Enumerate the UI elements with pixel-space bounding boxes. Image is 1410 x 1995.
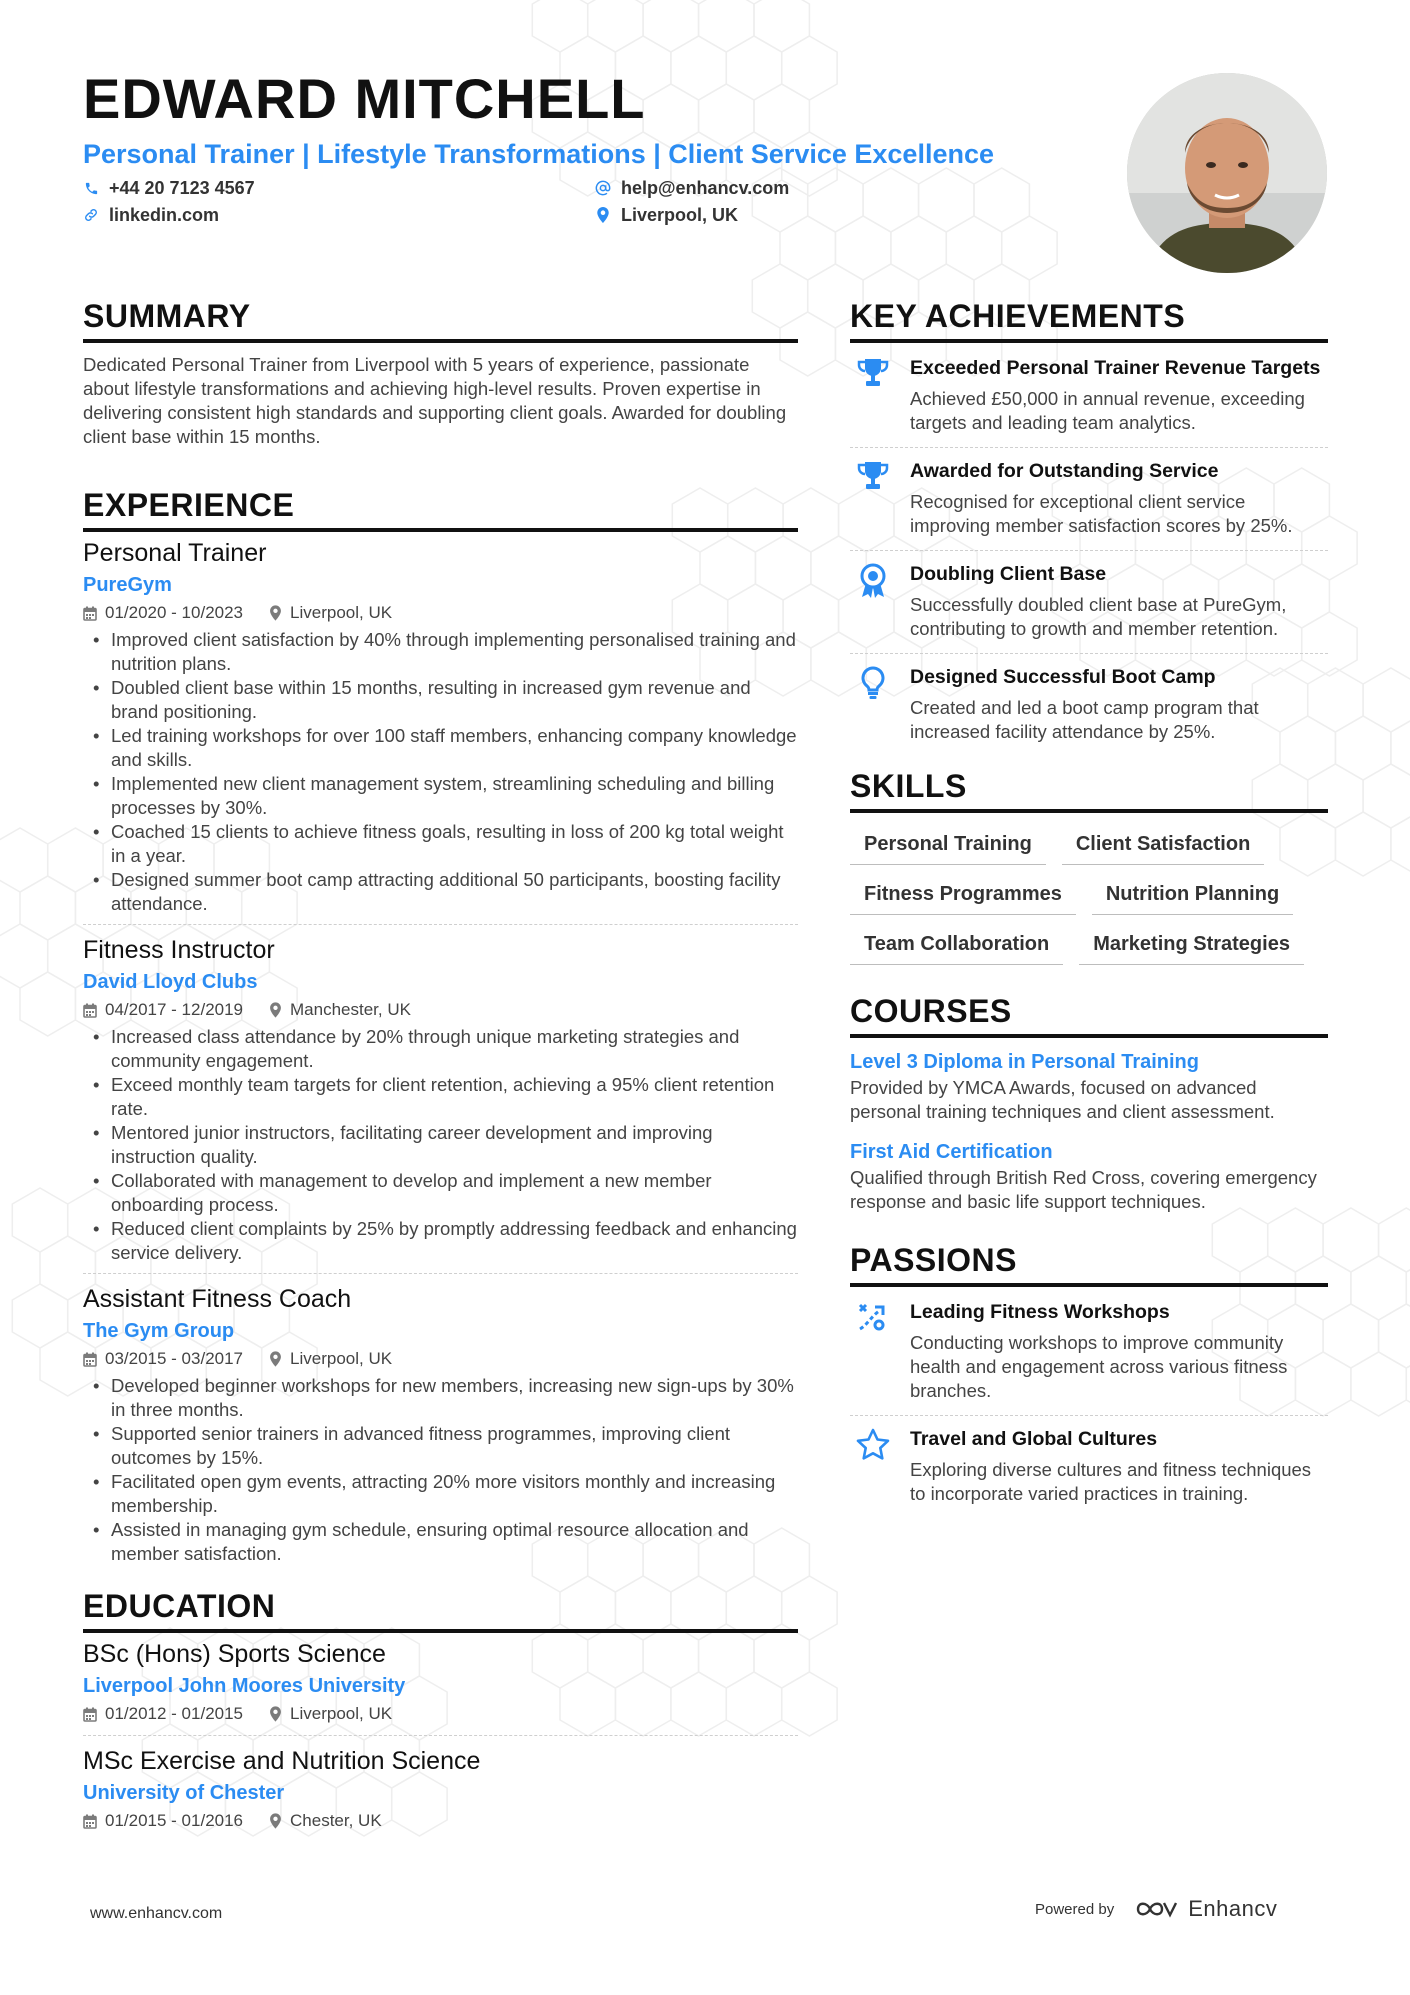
map-pin-icon [269, 1813, 282, 1829]
passion-item [850, 1415, 1328, 1518]
education-heading: EDUCATION [83, 1588, 798, 1633]
experience-section [83, 487, 798, 1574]
course-desc: Provided by YMCA Awards, focused on advanced personal training techniques and client assessment. [850, 1077, 1275, 1122]
achievement-title: Awarded for Outstanding Service [910, 460, 1219, 482]
job-bullets [83, 1025, 798, 1265]
passions-section [850, 1242, 1328, 1518]
strategy-icon [850, 1299, 896, 1403]
map-pin-icon [269, 1706, 282, 1722]
school-name: Liverpool John Moores University [83, 1675, 406, 1697]
skill-tag: Fitness Programmes [850, 879, 1076, 915]
hexagon-shape [1323, 1208, 1379, 1272]
bullet-item: • Increased class attendance by 20% through unique marketing strategies and community engagement. [83, 1025, 798, 1073]
experience-heading: EXPERIENCE [83, 487, 798, 532]
email-text: help@enhancv.com [621, 177, 790, 198]
link-icon [83, 207, 99, 223]
lightbulb-icon [850, 664, 896, 744]
hexagon-shape [12, 1284, 67, 1348]
education-entry [83, 1735, 798, 1842]
location-text: Liverpool, UK [290, 1349, 393, 1368]
school-name: University of Chester [83, 1782, 285, 1804]
job-dates [83, 997, 243, 1023]
job-bullets [83, 628, 798, 916]
map-pin-icon [269, 1351, 282, 1367]
bullet-item: • Implemented new client management system, streamlining scheduling and billing processes by 30%. [83, 772, 798, 820]
education-location [269, 1808, 382, 1834]
job-title: Fitness Instructor [83, 936, 275, 964]
achievement-item [850, 345, 1328, 447]
hexagon-shape [1351, 1352, 1406, 1416]
hexagon-shape [588, 0, 643, 52]
hexagon-shape [1363, 764, 1410, 828]
summary-section [83, 298, 798, 449]
job-entry [83, 1273, 798, 1574]
contact-email[interactable] [595, 178, 995, 199]
hexagon-shape [1379, 1208, 1410, 1272]
passion-item [850, 1289, 1328, 1415]
location-text: Chester, UK [290, 1811, 382, 1830]
hexagon-shape [1335, 716, 1391, 780]
skill-tag: Marketing Strategies [1079, 929, 1304, 965]
job-location [269, 997, 411, 1023]
calendar-icon [83, 606, 97, 621]
date-range: 01/2020 - 10/2023 [105, 603, 244, 622]
date-range: 01/2015 - 01/2016 [105, 1811, 244, 1830]
skill-tag: Personal Training [850, 829, 1046, 865]
achievements-section [850, 298, 1328, 756]
job-dates [83, 1346, 243, 1372]
bullet-item: • Mentored junior instructors, facilitating career development and improving instruction quality. [83, 1121, 798, 1169]
achievement-item [850, 550, 1328, 653]
education-dates [83, 1808, 243, 1834]
bullet-item: • Coached 15 clients to achieve fitness goals, resulting in loss of 200 kg total weight in a year. [83, 820, 798, 868]
hexagon-shape [1351, 1256, 1406, 1320]
hexagon-shape [532, 0, 587, 52]
bullet-item: • Supported senior trainers in advanced fitness programmes, improving client outcomes by 15%. [83, 1422, 798, 1470]
achievements-heading: KEY ACHIEVEMENTS [850, 298, 1328, 343]
map-pin-icon [269, 1002, 282, 1018]
hexagon-shape [1335, 812, 1391, 876]
candidate-name: EDWARD MITCHELL [83, 67, 646, 130]
bullet-item: • Designed summer boot camp attracting additional 50 participants, boosting facility attendance. [83, 868, 798, 916]
achievement-item [850, 653, 1328, 756]
education-location [269, 1701, 392, 1727]
enhancv-logo[interactable] [1134, 1896, 1277, 1922]
phone-text: +44 20 7123 4567 [109, 177, 255, 198]
trophy-icon [850, 458, 896, 538]
education-section [83, 1588, 798, 1842]
skill-tag: Team Collaboration [850, 929, 1063, 965]
education-dates [83, 1701, 243, 1727]
job-location [269, 1346, 392, 1372]
resume-header [83, 67, 1083, 226]
contact-info [83, 178, 1083, 226]
hexagon-shape [20, 972, 75, 1036]
summary-heading: SUMMARY [83, 298, 798, 343]
passions-heading: PASSIONS [850, 1242, 1328, 1287]
job-meta [83, 600, 798, 626]
left-column [83, 298, 798, 1842]
hexagon-shape [1391, 716, 1410, 780]
achievement-desc: Created and led a boot camp program that increased facility attendance by 25%. [910, 697, 1259, 742]
skills-list [850, 823, 1328, 965]
skills-heading: SKILLS [850, 768, 1328, 813]
hexagon-shape [754, 0, 809, 52]
powered-by-text: Powered by [1035, 1900, 1115, 1918]
courses-heading: COURSES [850, 993, 1328, 1038]
achievement-desc: Achieved £50,000 in annual revenue, exceeding targets and leading team analytics. [910, 388, 1305, 433]
hexagon-shape [1391, 812, 1410, 876]
location-text: Liverpool, UK [290, 1704, 393, 1723]
bullet-item: • Reduced client complaints by 25% by promptly addressing feedback and enhancing service delivery. [83, 1217, 798, 1265]
skill-tag: Client Satisfaction [1062, 829, 1264, 865]
company-name: David Lloyd Clubs [83, 971, 258, 993]
course-desc: Qualified through British Red Cross, covering emergency response and basic life support techniques. [850, 1167, 1317, 1212]
company-name: PureGym [83, 574, 172, 596]
brand-name: Enhancv [1188, 1896, 1278, 1921]
job-title: Personal Trainer [83, 539, 267, 567]
bullet-item: • Assisted in managing gym schedule, ensuring optimal resource allocation and member satisfaction. [83, 1518, 798, 1566]
courses-section [850, 993, 1328, 1214]
calendar-icon [83, 1707, 97, 1722]
course-item [850, 1138, 1328, 1214]
location-text: Liverpool, UK [621, 204, 739, 225]
degree-title: BSc (Hons) Sports Science [83, 1640, 386, 1668]
job-dates [83, 600, 243, 626]
degree-title: MSc Exercise and Nutrition Science [83, 1747, 481, 1775]
calendar-icon [83, 1003, 97, 1018]
hexagon-shape [12, 1188, 67, 1252]
map-pin-icon [595, 207, 611, 223]
hexagon-shape [0, 924, 48, 988]
award-ribbon-icon [850, 561, 896, 641]
bullet-item: • Exceed monthly team targets for client retention, achieving a 95% client retention rate. [83, 1073, 798, 1121]
calendar-icon [83, 1352, 97, 1367]
hexagon-shape [1379, 1304, 1410, 1368]
skills-section [850, 768, 1328, 965]
passion-title: Travel and Global Cultures [910, 1428, 1158, 1450]
hexagon-shape [1406, 1352, 1410, 1416]
course-title: Level 3 Diploma in Personal Training [850, 1051, 1199, 1073]
achievement-title: Doubling Client Base [910, 563, 1107, 585]
passion-title: Leading Fitness Workshops [910, 1301, 1170, 1323]
passion-desc: Conducting workshops to improve community health and engagement across various fitness branches. [910, 1332, 1288, 1401]
achievement-desc: Recognised for exceptional client service improving member satisfaction scores by 25%. [910, 491, 1293, 536]
hexagon-shape [643, 0, 699, 52]
bullet-item: • Facilitated open gym events, attracting 20% more visitors monthly and increasing membership. [83, 1470, 798, 1518]
job-title: Assistant Fitness Coach [83, 1285, 352, 1313]
linkedin-text: linkedin.com [109, 204, 220, 225]
job-entry [83, 924, 798, 1273]
job-location [269, 600, 392, 626]
bullet-item: • Doubled client base within 15 months, resulting in increased gym revenue and brand positioning. [83, 676, 798, 724]
hexagon-shape [0, 828, 48, 892]
calendar-icon [83, 1814, 97, 1829]
achievement-item [850, 447, 1328, 550]
hexagon-shape [699, 0, 754, 52]
date-range: 03/2015 - 03/2017 [105, 1349, 244, 1368]
hexagon-shape [1406, 1256, 1410, 1320]
education-entry [83, 1637, 798, 1735]
job-meta [83, 997, 798, 1023]
skill-tag: Nutrition Planning [1092, 879, 1293, 915]
hexagon-shape [1363, 668, 1410, 732]
date-range: 01/2012 - 01/2015 [105, 1704, 244, 1723]
enhancv-logo-icon [1134, 1897, 1180, 1921]
bullet-item: • Developed beginner workshops for new members, increasing new sign-ups by 30% in three months. [83, 1374, 798, 1422]
hexagon-shape [20, 876, 75, 940]
passion-desc: Exploring diverse cultures and fitness techniques to incorporate varied practices in training. [910, 1459, 1312, 1504]
contact-phone[interactable] [83, 178, 595, 199]
achievement-title: Exceeded Personal Trainer Revenue Targets [910, 357, 1321, 379]
job-entry [83, 536, 798, 924]
course-item [850, 1048, 1328, 1124]
right-column [850, 298, 1328, 1518]
achievement-desc: Successfully doubled client base at PureGym, contributing to growth and member retention. [910, 594, 1287, 639]
date-range: 04/2017 - 12/2019 [105, 1000, 244, 1019]
trophy-icon [850, 355, 896, 435]
summary-text: Dedicated Personal Trainer from Liverpool with 5 years of experience, passionate about lifestyle transformations and achieving high-level results. Proven expertise in delivering consistent high standards and supporting client goals. Awarded for doubling client base within 15 months. [83, 354, 787, 447]
job-meta [83, 1346, 798, 1372]
at-sign-icon [595, 180, 611, 196]
bullet-item: • Collaborated with management to develop and implement a new member onboarding process. [83, 1169, 798, 1217]
footer-website[interactable]: www.enhancv.com [90, 1905, 223, 1922]
bullet-item: • Improved client satisfaction by 40% through implementing personalised training and nutrition plans. [83, 628, 798, 676]
footer-branding [1035, 1896, 1277, 1922]
profile-photo [1127, 73, 1327, 273]
job-bullets [83, 1374, 798, 1566]
company-name: The Gym Group [83, 1320, 235, 1342]
contact-location [595, 205, 995, 226]
star-icon [850, 1426, 896, 1506]
education-meta [83, 1808, 798, 1834]
course-title: First Aid Certification [850, 1141, 1053, 1163]
location-text: Liverpool, UK [290, 603, 393, 622]
location-text: Manchester, UK [290, 1000, 411, 1019]
map-pin-icon [269, 605, 282, 621]
phone-icon [83, 180, 99, 196]
achievement-title: Designed Successful Boot Camp [910, 666, 1216, 688]
contact-linkedin[interactable] [83, 205, 595, 226]
candidate-tagline: Personal Trainer | Lifestyle Transformations | Client Service Excellence [83, 138, 994, 169]
education-meta [83, 1701, 798, 1727]
bullet-item: • Led training workshops for over 100 staff members, enhancing company knowledge and skills. [83, 724, 798, 772]
hexagon-shape [1323, 1304, 1379, 1368]
